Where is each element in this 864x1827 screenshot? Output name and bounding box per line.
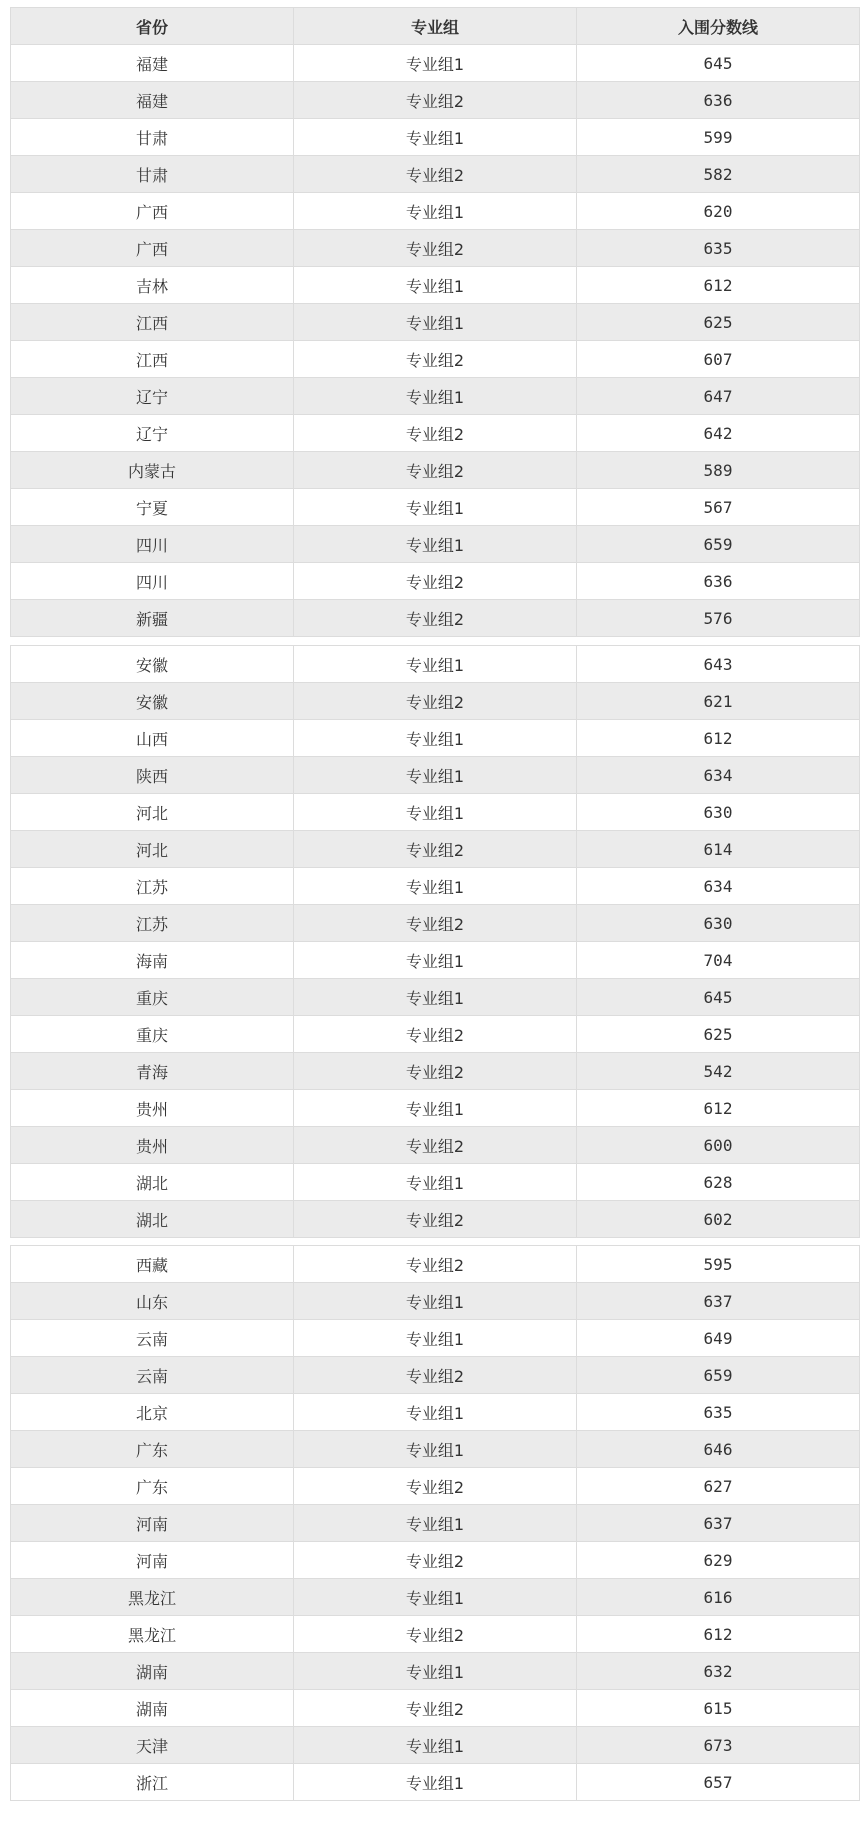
- cell-province: 广东: [11, 1468, 294, 1505]
- cell-score: 636: [577, 82, 860, 119]
- cell-province: 安徽: [11, 683, 294, 720]
- score-table-2: [10, 645, 860, 1238]
- cell-score: 673: [577, 1727, 860, 1764]
- cell-group: 专业组1: [294, 1090, 577, 1127]
- cell-province: 宁夏: [11, 489, 294, 526]
- cell-province: 西藏: [11, 1246, 294, 1283]
- table-row: [11, 489, 860, 526]
- table-row: [11, 757, 860, 794]
- cell-score: 630: [577, 905, 860, 942]
- cell-province: 河北: [11, 831, 294, 868]
- table-row: [11, 230, 860, 267]
- cell-score: 659: [577, 526, 860, 563]
- cell-score: 645: [577, 45, 860, 82]
- cell-score: 612: [577, 1616, 860, 1653]
- cell-score: 612: [577, 267, 860, 304]
- table-header-row: [11, 8, 860, 45]
- cell-score: 635: [577, 1394, 860, 1431]
- cell-group: 专业组2: [294, 1690, 577, 1727]
- cell-score: 634: [577, 868, 860, 905]
- cell-province: 湖北: [11, 1164, 294, 1201]
- cell-province: 广西: [11, 193, 294, 230]
- table-row: [11, 1127, 860, 1164]
- cell-group: 专业组1: [294, 526, 577, 563]
- cell-group: 专业组2: [294, 1246, 577, 1283]
- cell-province: 福建: [11, 45, 294, 82]
- cell-score: 649: [577, 1320, 860, 1357]
- cell-score: 615: [577, 1690, 860, 1727]
- table-row: [11, 1468, 860, 1505]
- table-row: [11, 1164, 860, 1201]
- cell-group: 专业组1: [294, 1727, 577, 1764]
- cell-group: 专业组1: [294, 1653, 577, 1690]
- table-row: [11, 1690, 860, 1727]
- cell-province: 内蒙古: [11, 452, 294, 489]
- table-row: [11, 794, 860, 831]
- cell-group: 专业组1: [294, 720, 577, 757]
- cell-province: 重庆: [11, 1016, 294, 1053]
- cell-score: 599: [577, 119, 860, 156]
- table-row: [11, 452, 860, 489]
- cell-group: 专业组1: [294, 1283, 577, 1320]
- cell-score: 657: [577, 1764, 860, 1801]
- table-row: [11, 304, 860, 341]
- cell-group: 专业组2: [294, 415, 577, 452]
- table-row: [11, 378, 860, 415]
- cell-province: 甘肃: [11, 119, 294, 156]
- cell-province: 陕西: [11, 757, 294, 794]
- cell-score: 646: [577, 1431, 860, 1468]
- cell-province: 河南: [11, 1505, 294, 1542]
- cell-score: 704: [577, 942, 860, 979]
- cell-group: 专业组2: [294, 563, 577, 600]
- cell-score: 645: [577, 979, 860, 1016]
- cell-group: 专业组1: [294, 267, 577, 304]
- cell-score: 582: [577, 156, 860, 193]
- table-row: [11, 1542, 860, 1579]
- cell-group: 专业组1: [294, 304, 577, 341]
- cell-score: 637: [577, 1283, 860, 1320]
- table-row: [11, 979, 860, 1016]
- cell-score: 632: [577, 1653, 860, 1690]
- cell-province: 广西: [11, 230, 294, 267]
- cell-score: 542: [577, 1053, 860, 1090]
- cell-group: 专业组1: [294, 1164, 577, 1201]
- table-row: [11, 45, 860, 82]
- cell-province: 浙江: [11, 1764, 294, 1801]
- cell-group: 专业组1: [294, 119, 577, 156]
- cell-group: 专业组2: [294, 156, 577, 193]
- table-row: [11, 156, 860, 193]
- cell-score: 625: [577, 1016, 860, 1053]
- cell-province: 青海: [11, 1053, 294, 1090]
- cell-score: 642: [577, 415, 860, 452]
- cell-group: 专业组2: [294, 1053, 577, 1090]
- table-row: [11, 1090, 860, 1127]
- cell-group: 专业组1: [294, 646, 577, 683]
- cell-score: 625: [577, 304, 860, 341]
- cell-score: 659: [577, 1357, 860, 1394]
- table-row: [11, 831, 860, 868]
- table-row: [11, 683, 860, 720]
- cell-province: 吉林: [11, 267, 294, 304]
- table-row: [11, 1764, 860, 1801]
- cell-group: 专业组1: [294, 1579, 577, 1616]
- table-row: [11, 1727, 860, 1764]
- cell-group: 专业组2: [294, 452, 577, 489]
- cell-group: 专业组2: [294, 600, 577, 637]
- cell-score: 620: [577, 193, 860, 230]
- cell-score: 567: [577, 489, 860, 526]
- cell-score: 595: [577, 1246, 860, 1283]
- cell-group: 专业组2: [294, 341, 577, 378]
- cell-province: 四川: [11, 526, 294, 563]
- cell-province: 福建: [11, 82, 294, 119]
- cell-score: 635: [577, 230, 860, 267]
- cell-group: 专业组2: [294, 1468, 577, 1505]
- cell-group: 专业组2: [294, 905, 577, 942]
- cell-group: 专业组2: [294, 230, 577, 267]
- cell-score: 628: [577, 1164, 860, 1201]
- cell-province: 甘肃: [11, 156, 294, 193]
- header-province: 省份: [11, 8, 294, 45]
- cell-province: 海南: [11, 942, 294, 979]
- table-row: [11, 942, 860, 979]
- table-row: [11, 1283, 860, 1320]
- cell-score: 634: [577, 757, 860, 794]
- cell-score: 612: [577, 1090, 860, 1127]
- cell-province: 河北: [11, 794, 294, 831]
- cell-province: 安徽: [11, 646, 294, 683]
- cell-province: 云南: [11, 1357, 294, 1394]
- cell-group: 专业组1: [294, 794, 577, 831]
- cell-group: 专业组1: [294, 1764, 577, 1801]
- table-row: [11, 1653, 860, 1690]
- cell-group: 专业组1: [294, 757, 577, 794]
- table-row: [11, 1394, 860, 1431]
- table-row: [11, 646, 860, 683]
- table-row: [11, 600, 860, 637]
- cell-province: 贵州: [11, 1127, 294, 1164]
- score-table-3: [10, 1245, 860, 1801]
- table-row: [11, 1579, 860, 1616]
- cell-group: 专业组1: [294, 1505, 577, 1542]
- cell-province: 湖南: [11, 1653, 294, 1690]
- cell-province: 湖北: [11, 1201, 294, 1238]
- cell-group: 专业组1: [294, 1394, 577, 1431]
- cell-score: 616: [577, 1579, 860, 1616]
- cell-score: 629: [577, 1542, 860, 1579]
- cell-group: 专业组2: [294, 1616, 577, 1653]
- cell-province: 四川: [11, 563, 294, 600]
- cell-province: 重庆: [11, 979, 294, 1016]
- cell-province: 北京: [11, 1394, 294, 1431]
- cell-group: 专业组2: [294, 1016, 577, 1053]
- cell-score: 600: [577, 1127, 860, 1164]
- cell-province: 天津: [11, 1727, 294, 1764]
- cell-group: 专业组1: [294, 942, 577, 979]
- cell-score: 647: [577, 378, 860, 415]
- cell-province: 湖南: [11, 1690, 294, 1727]
- cell-province: 江西: [11, 304, 294, 341]
- cell-group: 专业组2: [294, 82, 577, 119]
- header-group: 专业组: [294, 8, 577, 45]
- cell-group: 专业组2: [294, 1542, 577, 1579]
- cell-group: 专业组1: [294, 489, 577, 526]
- table-row: [11, 1357, 860, 1394]
- table-row: [11, 1246, 860, 1283]
- cell-group: 专业组2: [294, 1201, 577, 1238]
- cell-group: 专业组1: [294, 45, 577, 82]
- cell-province: 黑龙江: [11, 1616, 294, 1653]
- table-row: [11, 1616, 860, 1653]
- cell-province: 江苏: [11, 905, 294, 942]
- table-row: [11, 720, 860, 757]
- cell-score: 602: [577, 1201, 860, 1238]
- table-row: [11, 868, 860, 905]
- table-row: [11, 1201, 860, 1238]
- cell-score: 607: [577, 341, 860, 378]
- cell-group: 专业组1: [294, 193, 577, 230]
- cell-group: 专业组2: [294, 831, 577, 868]
- table-row: [11, 1505, 860, 1542]
- cell-province: 黑龙江: [11, 1579, 294, 1616]
- cell-group: 专业组1: [294, 1431, 577, 1468]
- table-row: [11, 563, 860, 600]
- table-row: [11, 1053, 860, 1090]
- table-row: [11, 341, 860, 378]
- table-row: [11, 415, 860, 452]
- cell-score: 612: [577, 720, 860, 757]
- cell-province: 广东: [11, 1431, 294, 1468]
- cell-province: 贵州: [11, 1090, 294, 1127]
- cell-province: 云南: [11, 1320, 294, 1357]
- cell-group: 专业组2: [294, 1127, 577, 1164]
- cell-province: 山西: [11, 720, 294, 757]
- table-row: [11, 1016, 860, 1053]
- score-table-1: [10, 7, 860, 637]
- cell-group: 专业组2: [294, 1357, 577, 1394]
- table-row: [11, 905, 860, 942]
- cell-score: 643: [577, 646, 860, 683]
- cell-score: 614: [577, 831, 860, 868]
- cell-score: 630: [577, 794, 860, 831]
- cell-province: 山东: [11, 1283, 294, 1320]
- table-row: [11, 1320, 860, 1357]
- cell-score: 621: [577, 683, 860, 720]
- table-row: [11, 1431, 860, 1468]
- cell-score: 589: [577, 452, 860, 489]
- cell-group: 专业组2: [294, 683, 577, 720]
- cell-province: 新疆: [11, 600, 294, 637]
- table-row: [11, 526, 860, 563]
- cell-score: 627: [577, 1468, 860, 1505]
- cell-province: 辽宁: [11, 415, 294, 452]
- table-row: [11, 119, 860, 156]
- cell-group: 专业组1: [294, 1320, 577, 1357]
- header-score: 入围分数线: [577, 8, 860, 45]
- cell-score: 576: [577, 600, 860, 637]
- cell-group: 专业组1: [294, 868, 577, 905]
- table-row: [11, 267, 860, 304]
- cell-province: 江西: [11, 341, 294, 378]
- table-row: [11, 82, 860, 119]
- cell-score: 637: [577, 1505, 860, 1542]
- table-row: [11, 193, 860, 230]
- cell-group: 专业组1: [294, 979, 577, 1016]
- cell-score: 636: [577, 563, 860, 600]
- cell-group: 专业组1: [294, 378, 577, 415]
- cell-province: 江苏: [11, 868, 294, 905]
- cell-province: 辽宁: [11, 378, 294, 415]
- cell-province: 河南: [11, 1542, 294, 1579]
